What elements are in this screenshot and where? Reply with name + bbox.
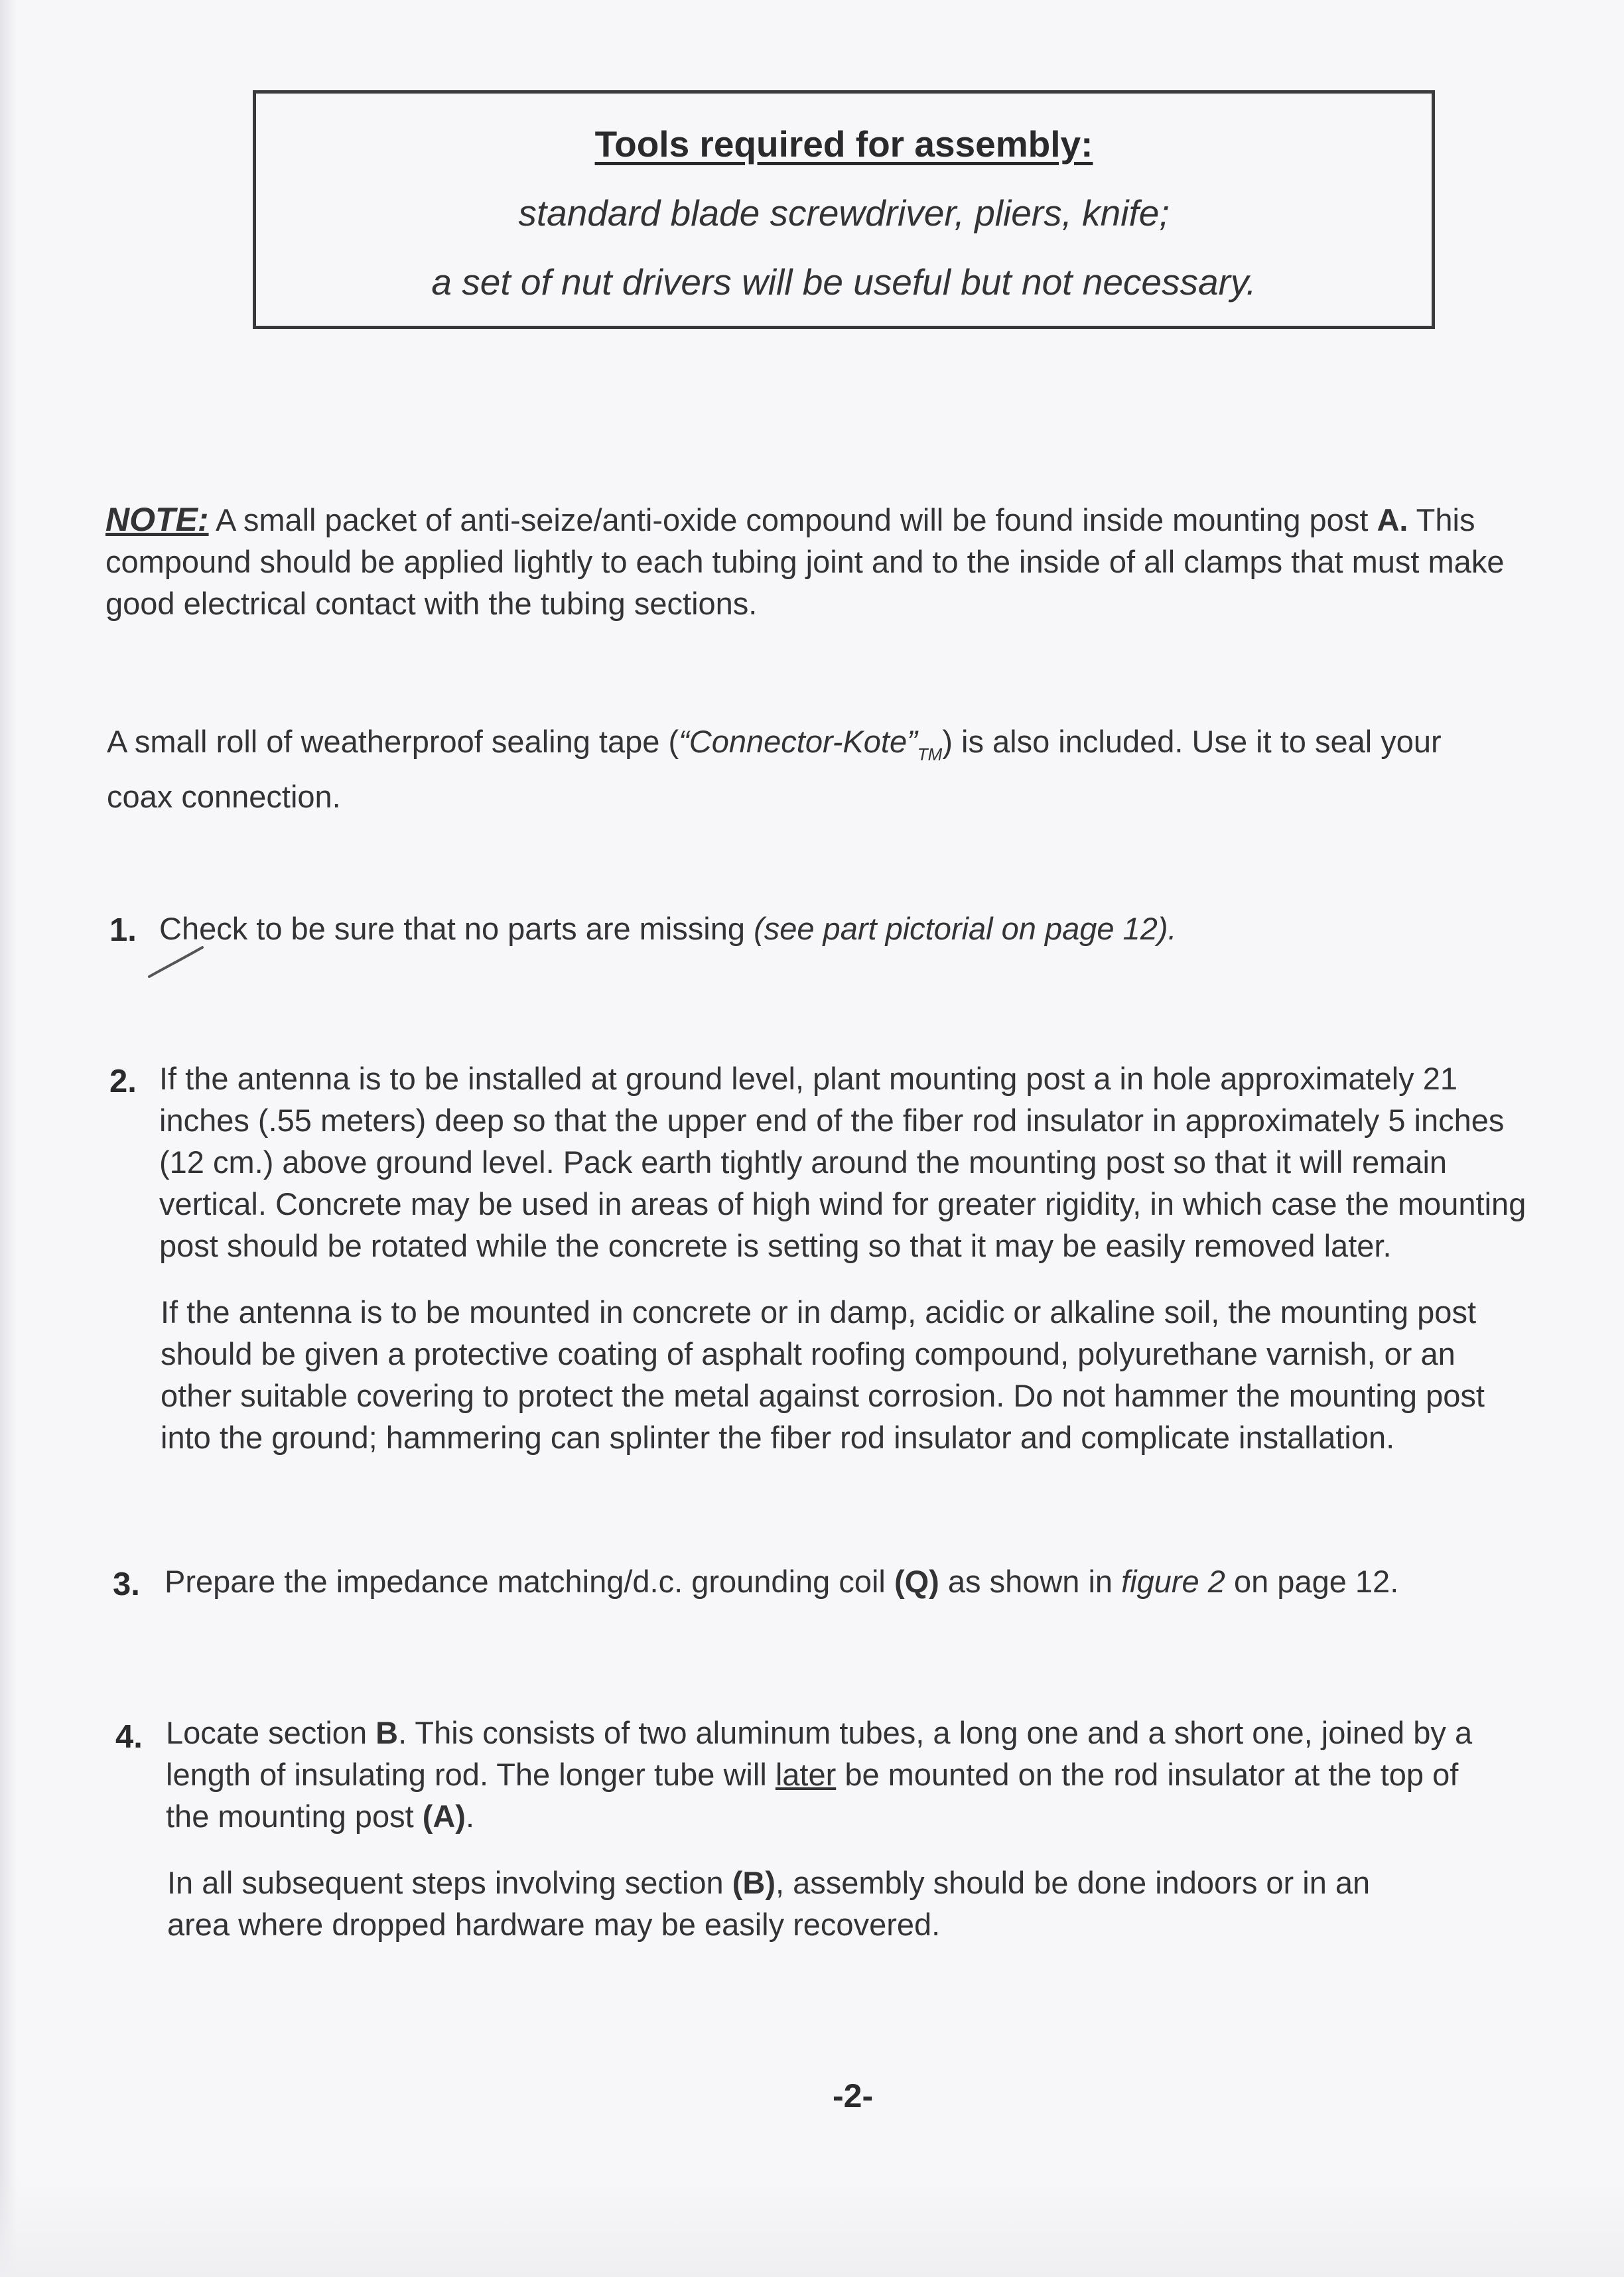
step-4-paragraph-2: In all subsequent steps involving section (B), assembly should be done indoors or in an area where dropped hardware may be easily recovered. xyxy=(167,1865,1371,1942)
tools-required-box xyxy=(253,90,1435,329)
step-2-number: 2. xyxy=(109,1064,137,1099)
tools-line-2: a set of nut drivers will be useful but not necessary. xyxy=(431,261,1256,303)
step-4-number: 4. xyxy=(115,1719,143,1755)
note-paragraph xyxy=(105,499,1598,624)
tape-line-2: coax connection. xyxy=(107,779,341,814)
step-4-paragraph-1: Locate section B. This consists of two aluminum tubes, a long one and a short one, joined by a length of insulating rod. The longer tube will later be mounted on the rod insulator at the top of the mounting post (A). xyxy=(166,1715,1473,1834)
step-3-text: Prepare the impedance matching/d.c. grounding coil (Q) as shown in figure 2 on page 12. xyxy=(165,1564,1399,1599)
step-2-paragraph-2: If the antenna is to be mounted in concrete or in damp, acidic or alkaline soil, the mounting post should be given a protective coating of asphalt roofing compound, polyurethane varnish, or an other suitable covering to protect the metal against corrosion. Do not hammer the mounting post into the ground; hammering can splinter the fiber rod insulator and complicate installation. xyxy=(161,1294,1485,1455)
step-3-number: 3. xyxy=(113,1566,140,1602)
step-2-paragraph-1: If the antenna is to be installed at ground level, plant mounting post a in hole approximately 21 inches (.55 meters) deep so that the upper end of the fiber rod insulator in approximately 5 inches (12 cm.) above ground level. Pack earth tightly around the mounting post so that it will remain vertical. Concrete may be used in areas of high wind for greater rigidity, in which case the mounting post should be rotated while the concrete is setting so that it may be easily removed later. xyxy=(159,1061,1526,1263)
scan-bottom-shade xyxy=(0,2177,1624,2277)
tape-paragraph xyxy=(107,721,1566,817)
page-number: -2- xyxy=(833,2077,874,2114)
trademark-subscript: TM xyxy=(917,744,943,764)
note-line-3: good electrical contact with the tubing sections. xyxy=(105,586,758,621)
tools-title: Tools required for assembly: xyxy=(594,123,1093,165)
tools-line-1: standard blade screwdriver, pliers, knife; xyxy=(518,192,1170,234)
step-1-text: Check to be sure that no parts are missing (see part pictorial on page 12). xyxy=(159,911,1177,946)
pen-check-mark xyxy=(146,942,206,982)
step-1-number: 1. xyxy=(109,912,137,948)
note-label: NOTE: xyxy=(105,501,209,538)
tape-line-1: A small roll of weatherproof sealing tape $(“Connector-Kote”_{TM})$ is also included. Use it to seal your xyxy=(107,724,1442,764)
note-line-1: NOTE: A small packet of anti-seize/anti-oxide compound will be found inside mounting post A. This xyxy=(105,501,1475,538)
note-line-2: compound should be applied lightly to each tubing joint and to the inside of all clamps that must make xyxy=(105,544,1505,579)
scan-edge-shadow xyxy=(0,0,17,2277)
